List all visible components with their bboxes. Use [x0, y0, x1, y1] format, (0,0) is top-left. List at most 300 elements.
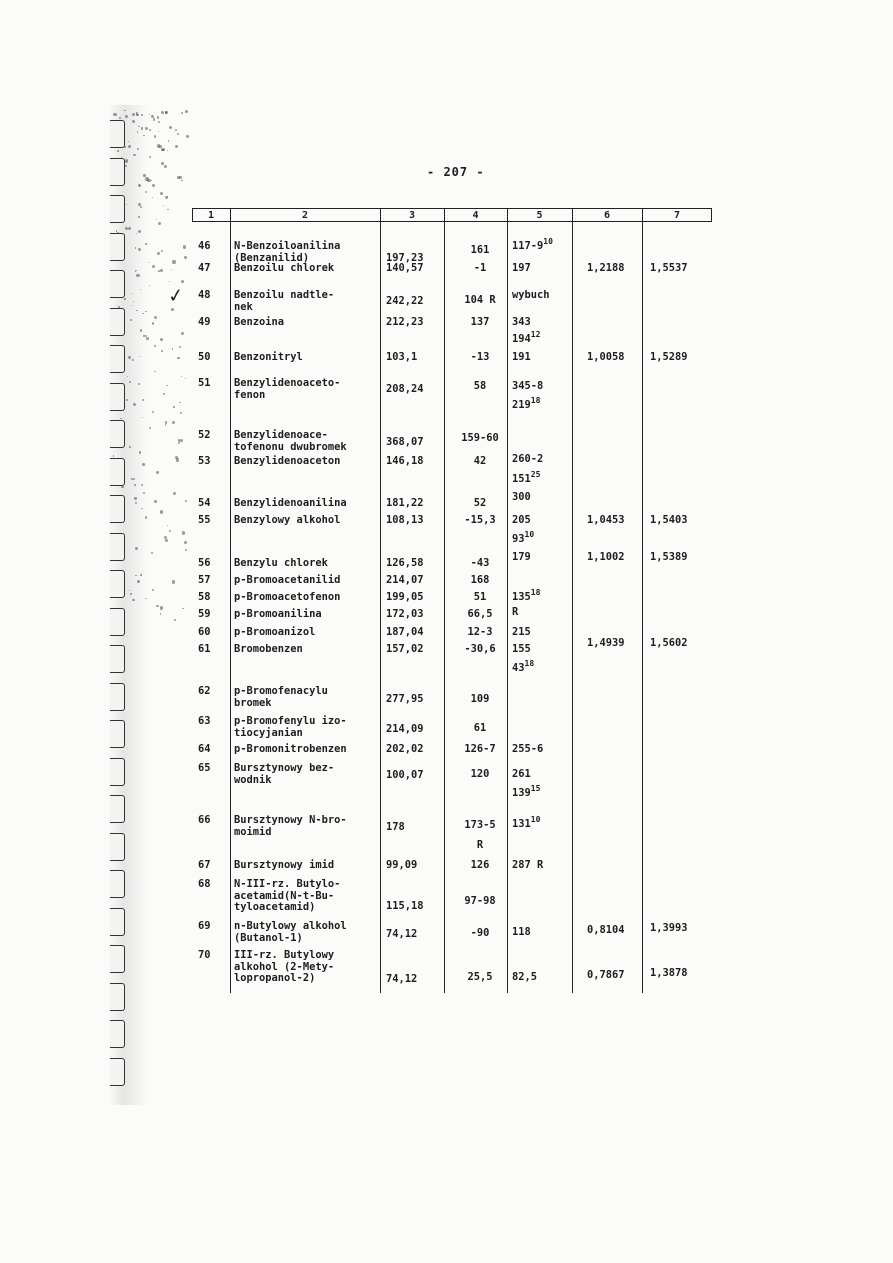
molecular-weight: 197,23	[386, 252, 424, 264]
melting-point: -43	[470, 557, 490, 569]
molecular-weight: 187,04	[386, 626, 424, 638]
speckle	[161, 250, 163, 252]
speckle	[163, 205, 164, 206]
molecular-weight: 146,18	[386, 455, 424, 467]
molecular-weight: 99,09	[386, 859, 418, 871]
density: 1,1002	[587, 551, 625, 563]
boiling-point: $194^{12}$	[512, 329, 541, 345]
speckle	[158, 131, 159, 132]
melting-point: 58	[473, 380, 487, 392]
compound-name: Bursztynowy N-bro- moimid	[234, 814, 347, 838]
speckle	[121, 486, 123, 488]
speckle	[138, 126, 139, 127]
binder-ring	[110, 683, 125, 711]
compound-name: Benzylidenoace- tofenonu dwubromek	[234, 429, 347, 453]
speckle	[165, 424, 166, 425]
speckle	[154, 345, 156, 347]
compound-name: p-Bromoacetofenon	[234, 591, 341, 603]
speckle	[171, 269, 172, 270]
column-header-7: 7	[673, 210, 681, 221]
melting-point: -1	[473, 262, 487, 274]
boiling-point: 260-2	[512, 453, 544, 465]
speckle	[165, 539, 168, 542]
binder-ring	[110, 308, 125, 336]
compound-name: N-Benzoiloanilina (Benzanilid)	[234, 240, 341, 264]
speckle	[138, 216, 140, 218]
speckle	[177, 133, 179, 135]
binder-ring	[110, 795, 125, 823]
speckle	[138, 230, 141, 233]
binder-ring	[110, 383, 125, 411]
refractive-index: 1,3878	[650, 967, 688, 979]
speckle	[133, 403, 136, 406]
binder-ring	[110, 645, 125, 673]
column-header-1: 1	[207, 210, 215, 221]
binder-ring	[110, 158, 125, 186]
speckle	[184, 541, 187, 544]
speckle	[169, 126, 172, 129]
refractive-index: 1,5537	[650, 262, 688, 274]
density: 1,2188	[587, 262, 625, 274]
molecular-weight: 202,02	[386, 743, 424, 755]
molecular-weight: 214,09	[386, 723, 424, 735]
melting-point: -90	[470, 927, 490, 939]
binder-ring	[110, 758, 125, 786]
row-number: 48	[198, 289, 211, 301]
speckle	[151, 180, 152, 181]
speckle	[172, 421, 175, 424]
speckle	[156, 605, 159, 608]
speckle	[135, 575, 137, 577]
density: 1,0058	[587, 351, 625, 363]
speckle	[138, 248, 141, 251]
compound-name: p-Bromofenylu izo- tiocyjanian	[234, 715, 347, 739]
speckle	[153, 118, 156, 121]
speckle	[145, 516, 147, 518]
boiling-point: $139^{15}$	[512, 783, 541, 799]
speckle	[126, 204, 127, 205]
boiling-point: R	[512, 606, 519, 618]
speckle	[172, 260, 175, 263]
binder-ring	[110, 495, 125, 523]
speckle	[135, 270, 136, 271]
speckle	[146, 337, 149, 340]
binder-ring	[110, 1020, 125, 1048]
speckle	[139, 356, 140, 357]
speckle	[175, 456, 178, 459]
speckle	[174, 619, 176, 621]
row-number: 51	[198, 377, 211, 389]
refractive-index: 1,5289	[650, 351, 688, 363]
speckle	[172, 580, 175, 583]
boiling-point: 261	[512, 768, 531, 780]
melting-point: 42	[473, 455, 487, 467]
binder-ring	[110, 1058, 125, 1086]
speckle	[126, 399, 128, 401]
pressure-superscript: 12	[530, 329, 541, 339]
speckle	[185, 549, 187, 551]
speckle	[175, 145, 178, 148]
speckle	[159, 145, 161, 147]
speckle	[137, 131, 138, 132]
speckle	[167, 196, 168, 197]
speckle	[175, 129, 177, 131]
row-number: 46	[198, 240, 211, 252]
binder-ring	[110, 870, 125, 898]
row-number: 70	[198, 949, 211, 961]
boiling-point: $117-9^{10}$	[512, 236, 553, 252]
row-number: 64	[198, 743, 211, 755]
speckle	[161, 111, 164, 114]
speckle	[166, 385, 168, 387]
speckle	[125, 159, 128, 162]
row-number: 66	[198, 814, 211, 826]
speckle	[167, 150, 168, 151]
column-header-2: 2	[301, 210, 309, 221]
speckle	[165, 421, 167, 423]
boiling-point: 118	[512, 926, 531, 938]
speckle	[161, 350, 163, 352]
binder-ring	[110, 420, 125, 448]
row-number: 59	[198, 608, 211, 620]
binder-ring	[110, 570, 125, 598]
speckle	[154, 316, 157, 319]
melting-point: -15,3	[464, 514, 496, 526]
speckle	[171, 308, 174, 311]
molecular-weight: 100,07	[386, 769, 424, 781]
melting-point: 104 R	[464, 294, 496, 306]
molecular-weight: 74,12	[386, 928, 418, 940]
melting-point: -30,6	[464, 643, 496, 655]
speckle	[152, 589, 154, 591]
speckle	[130, 319, 132, 321]
column-divider	[642, 208, 643, 993]
compound-name: Benzylowy alkohol	[234, 514, 341, 526]
compound-name: p-Bromoacetanilid	[234, 574, 341, 586]
melting-point: 161	[470, 244, 490, 256]
row-number: 62	[198, 685, 211, 697]
boiling-point: 287 R	[512, 859, 544, 871]
boiling-point: 345-8	[512, 380, 544, 392]
speckle	[181, 376, 182, 377]
boiling-point: 215	[512, 626, 531, 638]
molecular-weight: 172,03	[386, 608, 424, 620]
binder-ring	[110, 458, 125, 486]
speckle	[181, 112, 183, 114]
boiling-point: $151^{25}$	[512, 469, 541, 485]
melting-point: 52	[473, 497, 487, 509]
speckle	[167, 525, 168, 526]
speckle	[181, 280, 184, 283]
column-divider	[230, 208, 231, 993]
speckle	[135, 247, 137, 249]
row-number: 69	[198, 920, 211, 932]
molecular-weight: 108,13	[386, 514, 424, 526]
speckle	[182, 608, 183, 609]
compound-name: Benzoina	[234, 316, 285, 328]
compound-name: Benzoilu nadtle- nek	[234, 289, 335, 313]
speckle	[160, 338, 163, 341]
row-number: 47	[198, 262, 211, 274]
speckle	[179, 402, 180, 403]
speckle	[152, 322, 155, 325]
speckle	[161, 148, 164, 151]
speckle	[172, 348, 173, 349]
binder-ring	[110, 233, 125, 261]
speckle	[161, 162, 164, 165]
row-number: 61	[198, 643, 211, 655]
speckle	[143, 174, 145, 176]
speckle	[154, 371, 156, 373]
speckle	[154, 135, 156, 137]
row-number: 68	[198, 878, 211, 890]
refractive-index: 1,3993	[650, 922, 688, 934]
boiling-point: 343	[512, 316, 531, 328]
speckle	[141, 127, 144, 130]
melting-point: 126-7	[464, 743, 496, 755]
melting-point: -13	[470, 351, 490, 363]
pressure-superscript: 10	[524, 529, 535, 539]
molecular-weight: 103,1	[386, 351, 418, 363]
row-number: 67	[198, 859, 211, 871]
compound-name: p-Bromonitrobenzen	[234, 743, 347, 755]
speckle	[137, 580, 140, 583]
binder-ring	[110, 195, 125, 223]
compound-name: Benzylidenoaceto- fenon	[234, 377, 341, 401]
molecular-weight: 208,24	[386, 383, 424, 395]
melting-point: 97-98	[464, 895, 496, 907]
speckle	[160, 606, 163, 609]
molecular-weight: 214,07	[386, 574, 424, 586]
molecular-weight: 277,95	[386, 693, 424, 705]
molecular-weight: 181,22	[386, 497, 424, 509]
pressure-superscript: 18	[530, 395, 541, 405]
speckle	[152, 411, 154, 413]
speckle	[182, 531, 185, 534]
refractive-index: 1,5403	[650, 514, 688, 526]
speckle	[163, 393, 165, 395]
melting-point: 25,5	[467, 971, 493, 983]
speckle	[173, 492, 176, 495]
molecular-weight: 242,22	[386, 295, 424, 307]
compound-name: Benzonitryl	[234, 351, 303, 363]
row-number: 52	[198, 429, 211, 441]
speckle	[145, 311, 147, 313]
binder-ring	[110, 608, 125, 636]
row-number: 55	[198, 514, 211, 526]
melting-point: 66,5	[467, 608, 493, 620]
boiling-point: 155	[512, 643, 531, 655]
density: 1,4939	[587, 637, 625, 649]
boiling-point: 205	[512, 514, 531, 526]
compound-name: N-III-rz. Butylo- acetamid(N-t-Bu- tyloacetamid)	[234, 878, 341, 913]
speckle	[133, 154, 136, 157]
speckle	[130, 593, 132, 595]
speckle	[179, 346, 181, 348]
boiling-point: $131^{10}$	[512, 814, 541, 830]
header-bottom-border	[192, 221, 712, 222]
speckle	[181, 332, 184, 335]
speckle	[149, 129, 152, 132]
speckle	[142, 313, 144, 315]
speckle	[136, 310, 137, 311]
molecular-weight: 157,02	[386, 643, 424, 655]
molecular-weight: 212,23	[386, 316, 424, 328]
speckle	[173, 406, 174, 407]
speckle	[186, 135, 189, 138]
column-header-3: 3	[408, 210, 416, 221]
compound-name: Bursztynowy imid	[234, 859, 335, 871]
binder-ring	[110, 270, 125, 298]
speckle	[176, 458, 179, 461]
binder-ring	[110, 533, 125, 561]
boiling-point: 82,5	[512, 971, 538, 983]
binder-ring	[110, 983, 125, 1011]
speckle	[180, 439, 183, 442]
speckle	[179, 176, 182, 179]
compound-name: III-rz. Butylowy alkohol (2-Mety- lopropanol-2)	[234, 949, 335, 984]
column-header-4: 4	[472, 210, 479, 221]
speckle	[113, 113, 116, 116]
compound-name: Benzylidenoaceton	[234, 455, 341, 467]
binder-ring	[110, 833, 125, 861]
density: 0,7867	[587, 969, 625, 981]
boiling-point: 255-6	[512, 743, 544, 755]
molecular-weight: 115,18	[386, 900, 424, 912]
speckle	[167, 209, 169, 211]
melting-point: 61	[473, 722, 487, 734]
speckle	[149, 427, 151, 429]
speckle	[183, 245, 186, 248]
pressure-superscript: 10	[543, 236, 553, 246]
melting-point: 109	[470, 693, 490, 705]
speckle	[158, 121, 160, 123]
speckle	[134, 497, 136, 499]
speckle	[164, 165, 167, 168]
density: 0,8104	[587, 924, 625, 936]
speckle	[151, 552, 153, 554]
speckle	[168, 140, 170, 142]
column-header-5: 5	[536, 210, 543, 221]
speckle	[149, 156, 151, 158]
melting-point: R	[476, 839, 484, 851]
row-number: 63	[198, 715, 211, 727]
boiling-point: 197	[512, 262, 531, 274]
boiling-point: 179	[512, 551, 531, 563]
speckle	[154, 500, 157, 503]
melting-point: 120	[470, 768, 490, 780]
speckle	[169, 530, 171, 532]
speckle	[178, 442, 180, 444]
binder-ring	[110, 120, 125, 148]
speckle	[181, 180, 182, 181]
speckle	[157, 252, 160, 255]
speckle	[134, 484, 136, 486]
compound-name: p-Bromofenacylu bromek	[234, 685, 328, 709]
speckle	[152, 197, 153, 198]
speckle	[124, 298, 126, 300]
row-number: 60	[198, 626, 211, 638]
compound-name: Benzylidenoanilina	[234, 497, 347, 509]
speckle	[156, 219, 157, 220]
speckle	[185, 378, 186, 379]
speckle	[160, 269, 162, 271]
row-number: 54	[198, 497, 211, 509]
speckle	[177, 357, 179, 359]
pressure-superscript: 18	[530, 587, 541, 597]
row-number: 65	[198, 762, 211, 774]
row-number: 50	[198, 351, 211, 363]
speckle	[136, 274, 139, 277]
pressure-superscript: 15	[530, 783, 541, 793]
binder-ring	[110, 345, 125, 373]
melting-point: 168	[470, 574, 490, 586]
speckle	[157, 116, 160, 119]
data-table	[192, 208, 712, 993]
table-top-border	[192, 208, 712, 209]
pressure-superscript: 10	[530, 814, 541, 824]
compound-name: Bromobenzen	[234, 643, 303, 655]
speckle	[160, 613, 161, 614]
speckle	[180, 412, 182, 414]
speckle	[185, 500, 187, 502]
boiling-point: $219^{18}$	[512, 395, 541, 411]
boiling-point: $93^{10}$	[512, 529, 535, 545]
speckle	[158, 222, 161, 225]
speckle	[152, 265, 155, 268]
melting-point: 126	[470, 859, 490, 871]
boiling-point: wybuch	[512, 289, 550, 301]
molecular-weight: 74,12	[386, 973, 418, 985]
speckle	[149, 114, 150, 115]
row-number: 56	[198, 557, 211, 569]
binder-ring	[110, 720, 125, 748]
speckle	[140, 574, 141, 575]
compound-name: Bursztynowy bez- wodnik	[234, 762, 335, 786]
molecular-weight: 368,07	[386, 436, 424, 448]
speckle	[145, 191, 147, 193]
melting-point: 159-60	[461, 432, 499, 444]
row-number: 49	[198, 316, 211, 328]
speckle	[141, 114, 143, 116]
binder-ring	[110, 945, 125, 973]
melting-point: 12-3	[467, 626, 493, 638]
row-number: 58	[198, 591, 211, 603]
speckle	[152, 184, 155, 187]
column-header-6: 6	[603, 210, 611, 221]
speckle	[128, 356, 130, 358]
binder-ring	[110, 908, 125, 936]
boiling-point: 300	[512, 491, 531, 503]
molecular-weight: 126,58	[386, 557, 424, 569]
speckle	[156, 471, 159, 474]
compound-name: Benzoilu chlorek	[234, 262, 335, 274]
molecular-weight: 140,57	[386, 262, 424, 274]
compound-name: Benzylu chlorek	[234, 557, 328, 569]
pressure-superscript: 25	[530, 469, 541, 479]
row-number: 57	[198, 574, 211, 586]
melting-point: 137	[470, 316, 490, 328]
compound-name: p-Bromoanizol	[234, 626, 316, 638]
compound-name: n-Butylowy alkohol (Butanol-1)	[234, 920, 347, 944]
speckle	[128, 227, 131, 230]
page-number: - 207 -	[427, 165, 485, 179]
speckle	[184, 256, 187, 259]
boiling-point: 191	[512, 351, 531, 363]
speckle	[148, 262, 149, 263]
refractive-index: 1,5602	[650, 637, 688, 649]
row-number: 53	[198, 455, 211, 467]
